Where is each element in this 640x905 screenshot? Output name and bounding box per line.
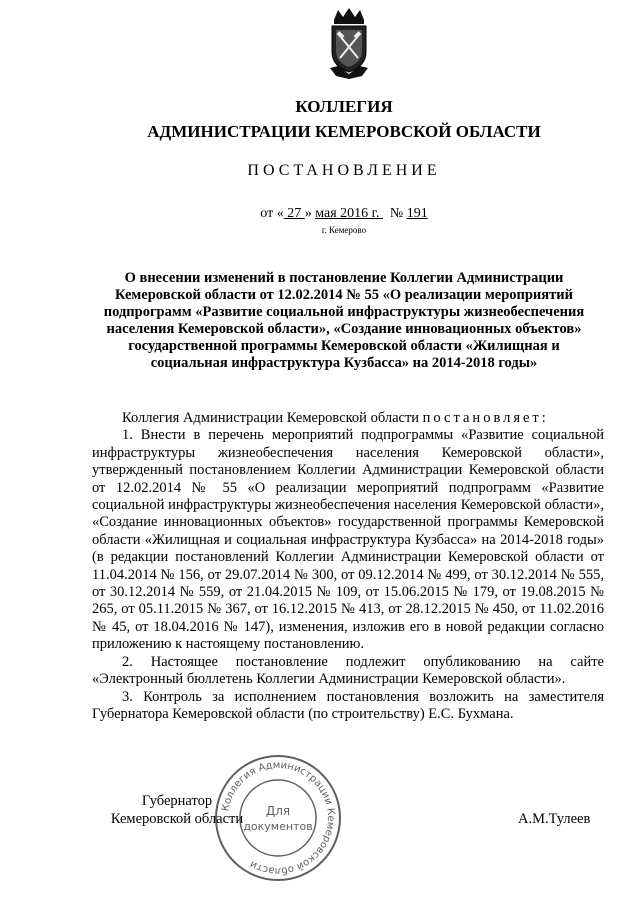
document-title: [84, 270, 604, 372]
number-sign: №: [389, 206, 407, 221]
document-date-line: [0, 206, 640, 222]
document-number: 191: [406, 206, 428, 221]
title-line: государственной программы Кемеровской области «Жилищная и: [128, 338, 560, 354]
intro-paragraph: [92, 410, 604, 427]
document-city: г. Кемерово: [321, 225, 367, 235]
paragraph-1: 1. Внести в перечень мероприятий подпрограммы «Развитие социальной инфраструктуры жизнеобеспечения населения Кемеровской области», утвержденный постановлением Коллегии Администрации Кемеровской области от 12.02.2014 № 55 «О реализации мероприятий подпрограмм «Развитие социальной инфраструктуры жизнеобеспечения населения Кемеровской области», «Создание инновационных объектов» государственной программы Кемеровской области «Жилищная и социальная инфраструктура Кузбасса» на 2014-2018 годы» (в редакции постановлений Коллегии Администрации Кемеровской области от 11.04.2014 № 156, от 29.07.2014 № 300, от 09.12.2014 № 499, от 30.12.2014 № 555, от 30.12.2014 № 559, от 21.04.2015 № 109, от 15.06.2015 № 179, от 19.08.2015 № 265, от 05.11.2015 № 367, от 16.12.2015 № 413, от 28.12.2015 № 450, от 11.02.2016 № 45, от 18.04.2016 № 147), изменения, изложив его в новой редакции согласно приложению к настоящему постановлению.: [92, 427, 604, 653]
document-type: ПОСТАНОВЛЕНИЕ: [247, 162, 441, 179]
coat-of-arms-icon: [326, 6, 372, 80]
stamp-center-line2: документов: [243, 820, 313, 833]
organization-name-line1: КОЛЛЕГИЯ: [295, 97, 393, 116]
position-line1: Губернатор: [141, 793, 213, 809]
date-day: 27: [283, 206, 305, 221]
title-line: населения Кемеровской области», «Создание инновационных объектов»: [106, 321, 582, 337]
official-stamp: [213, 753, 343, 883]
organization-name-line2: АДМИНИСТРАЦИИ КЕМЕРОВСКОЙ ОБЛАСТИ: [147, 122, 541, 141]
date-month-year: мая 2016 г.: [315, 206, 383, 221]
title-line: О внесении изменений в постановление Коллегии Администрации: [124, 270, 564, 286]
date-prefix: от «: [260, 206, 284, 221]
date-mid: »: [304, 206, 316, 221]
title-line: подпрограмм «Развитие социальной инфраструктуры жизнеобеспечения: [103, 304, 585, 320]
position-line2: Кемеровской области: [110, 811, 244, 827]
intro-lead: Коллегия Администрации Кемеровской области: [122, 410, 423, 426]
document-body: [92, 410, 604, 723]
title-line: Кемеровской области от 12.02.2014 № 55 «О реализации мероприятий: [115, 287, 573, 303]
title-line: социальная инфраструктура Кузбасса» на 2014-2018 годы»: [150, 355, 538, 371]
stamp-ring-text: Коллегия Администрации Кемеровской области: [220, 759, 337, 877]
intro-resolves: постановляет:: [422, 410, 549, 426]
stamp-center-line1: Для: [265, 804, 291, 818]
paragraph-2: 2. Настоящее постановление подлежит опубликованию на сайте «Электронный бюллетень Коллегии Администрации Кемеровской области».: [92, 653, 604, 688]
paragraph-3: 3. Контроль за исполнением постановления возложить на заместителя Губернатора Кемеровской области (по строительству) Е.С. Бухмана.: [92, 688, 604, 722]
signatory-name: А.М.Тулеев: [518, 811, 591, 827]
